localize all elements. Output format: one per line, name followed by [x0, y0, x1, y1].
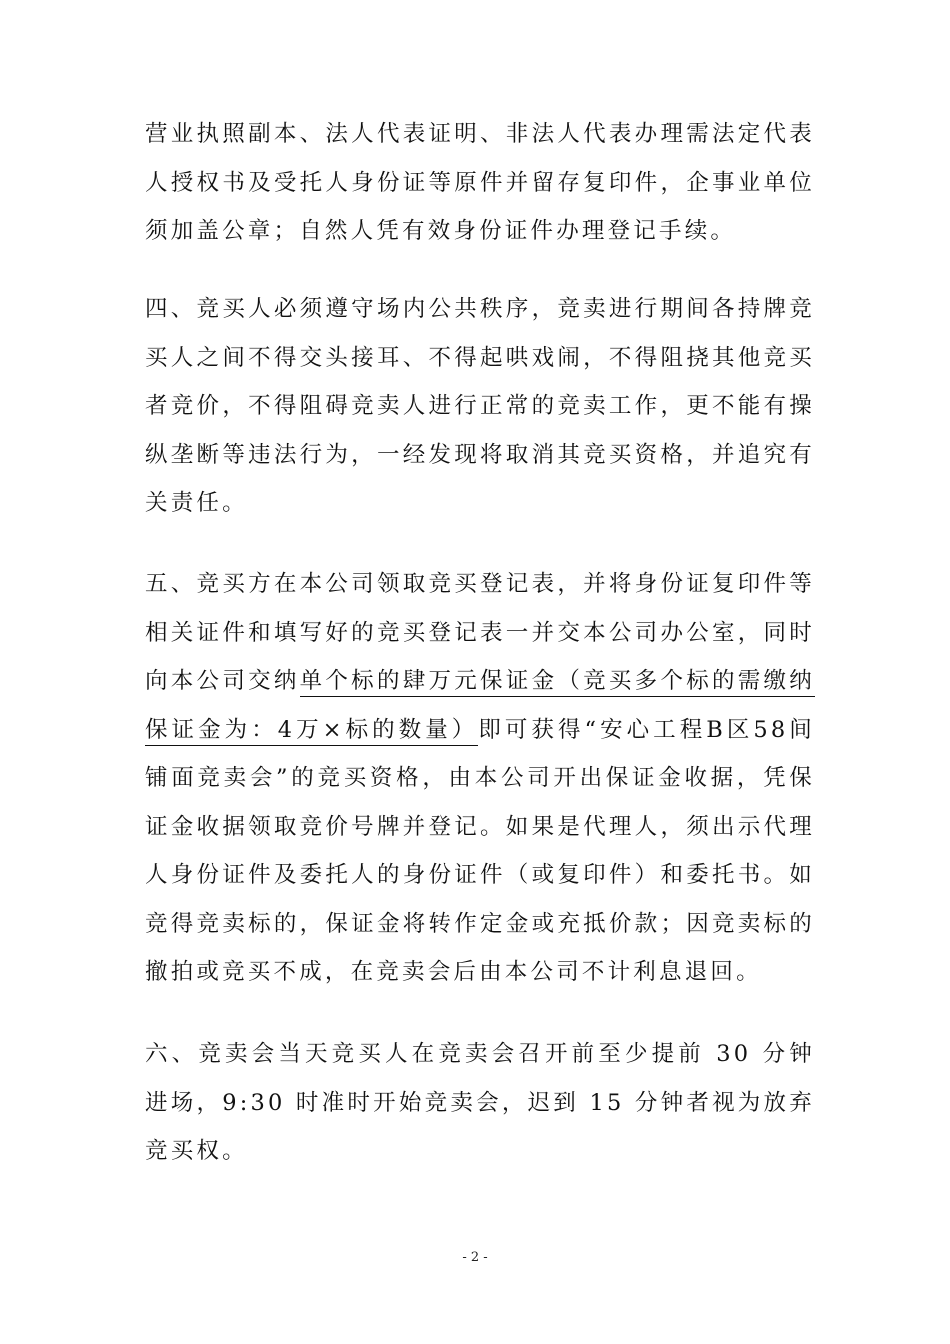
- paragraph-rule-five-text-after: 即可获得“安心工程B区58间铺面竞卖会”的竞买资格，由本公司开出保证金收据，凭保证金收据领取竞价号牌并登记。如果是代理人，须出示代理人身份证件及委托人的身份证件（或复印件）和委托书。如竞得竞卖标的，保证金将转作定金或充抵价款；因竞卖标的撤拍或竞买不成，在竞卖会后由本公司不计利息退回。: [145, 716, 815, 985]
- underlined-deposit-clause: 单个标的肆万元保证金（竞买多个标的需缴纳保证金为：4万×标的数量）: [145, 668, 815, 746]
- paragraph-rule-four-public-order: 四、竞买人必须遵守场内公共秩序，竞卖进行期间各持牌竞买人之间不得交头接耳、不得起哄戏闹，不得阻挠其他竞买者竞价，不得阻碍竞卖人进行正常的竞卖工作，更不能有操纵垄断等违法行为，一经发现将取消其竞买资格，并追究有关责任。: [145, 296, 815, 516]
- page-number: - 2 -: [462, 1250, 488, 1265]
- paragraph-registration-documents: 营业执照副本、法人代表证明、非法人代表办理需法定代表人授权书及受托人身份证等原件并留存复印件，企事业单位须加盖公章；自然人凭有效身份证件办理登记手续。: [145, 121, 815, 244]
- paragraph-rule-six-attendance: 六、竞卖会当天竞买人在竞卖会召开前至少提前 30 分钟进场，9:30 时准时开始竞卖会，迟到 15 分钟者视为放弃竞买权。: [145, 1041, 815, 1164]
- paragraph-rule-five-text-before: 五、竞买方在本公司领取竞买登记表，并将身份证复印件等相关证件和填写好的竞买登记表一并交本公司办公室，同时向本公司交纳: [145, 571, 815, 694]
- paragraph-rule-five-deposit: [145, 560, 815, 997]
